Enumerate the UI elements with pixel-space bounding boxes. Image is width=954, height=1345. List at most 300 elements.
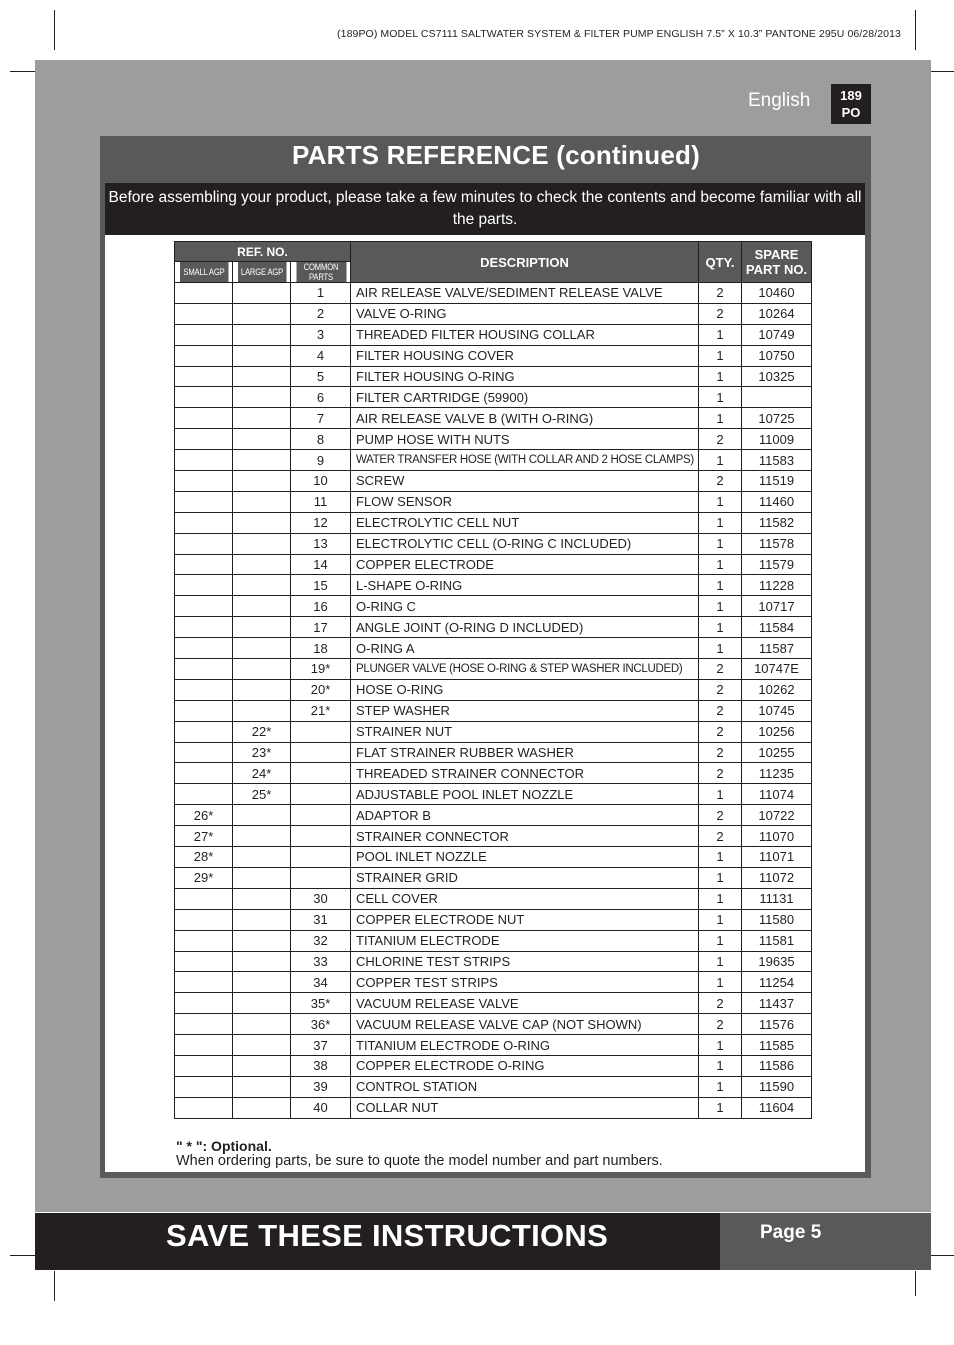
small-agp-cell: [175, 888, 233, 909]
small-agp-cell: [175, 324, 233, 345]
common-parts-cell: [291, 784, 351, 805]
large-agp-cell: [233, 408, 291, 429]
description-cell: STRAINER CONNECTOR: [351, 826, 699, 847]
description-cell: VALVE O-RING: [351, 303, 699, 324]
spare-part-cell: 11519: [742, 471, 812, 492]
common-parts-cell: [291, 826, 351, 847]
qty-cell: 1: [699, 408, 742, 429]
small-agp-cell: [175, 450, 233, 471]
description-cell: FILTER HOUSING O-RING: [351, 366, 699, 387]
section-title: PARTS REFERENCE (continued): [292, 140, 700, 170]
spare-part-cell: 11582: [742, 512, 812, 533]
small-agp-cell: [175, 429, 233, 450]
small-agp-cell: [175, 575, 233, 596]
qty-cell: 2: [699, 1014, 742, 1035]
crop-mark: [54, 1271, 55, 1301]
crop-mark: [915, 10, 916, 50]
common-parts-cell: 12: [291, 512, 351, 533]
large-agp-cell: [233, 575, 291, 596]
qty-cell: 2: [699, 805, 742, 826]
description-cell: COPPER ELECTRODE O-RING: [351, 1055, 699, 1076]
qty-cell: 2: [699, 993, 742, 1014]
small-agp-cell: [175, 554, 233, 575]
large-agp-cell: [233, 638, 291, 659]
large-agp-cell: [233, 512, 291, 533]
description-cell: L-SHAPE O-RING: [351, 575, 699, 596]
spare-part-cell: [742, 387, 812, 408]
spare-part-cell: 11578: [742, 533, 812, 554]
spare-part-cell: 11071: [742, 847, 812, 868]
common-parts-cell: 40: [291, 1097, 351, 1118]
large-agp-cell: [233, 993, 291, 1014]
spare-part-cell: 11583: [742, 450, 812, 471]
common-parts-cell: 13: [291, 533, 351, 554]
table-row: [175, 638, 812, 659]
small-agp-cell: [175, 491, 233, 512]
qty-cell: 1: [699, 491, 742, 512]
common-parts-cell: 16: [291, 596, 351, 617]
description-cell: THREADED STRAINER CONNECTOR: [351, 763, 699, 784]
large-agp-cell: [233, 387, 291, 408]
common-parts-cell: 1: [291, 283, 351, 304]
table-row: [175, 512, 812, 533]
spare-header-line1: SPARE: [754, 247, 799, 262]
table-row: [175, 1097, 812, 1118]
table-row: [175, 993, 812, 1014]
common-parts-cell: 11: [291, 491, 351, 512]
table-row: [175, 847, 812, 868]
description-cell: O-RING A: [351, 638, 699, 659]
code-line-2: PO: [841, 105, 861, 120]
table-row: [175, 1055, 812, 1076]
spare-part-cell: 11590: [742, 1076, 812, 1097]
common-parts-cell: 35*: [291, 993, 351, 1014]
small-agp-cell: [175, 471, 233, 492]
table-row: [175, 429, 812, 450]
description-cell: STRAINER NUT: [351, 721, 699, 742]
qty-cell: 1: [699, 847, 742, 868]
table-row: [175, 283, 812, 304]
common-parts-cell: 9: [291, 450, 351, 471]
common-parts-cell: 20*: [291, 679, 351, 700]
crop-mark: [930, 1255, 954, 1256]
small-agp-cell: [175, 638, 233, 659]
large-agp-cell: [233, 366, 291, 387]
small-agp-cell: [175, 533, 233, 554]
common-parts-cell: [291, 763, 351, 784]
table-row: [175, 867, 812, 888]
table-row: [175, 700, 812, 721]
description-cell: COLLAR NUT: [351, 1097, 699, 1118]
description-cell: CHLORINE TEST STRIPS: [351, 951, 699, 972]
large-agp-cell: [233, 972, 291, 993]
large-agp-cell: [233, 491, 291, 512]
small-agp-cell: [175, 679, 233, 700]
intro-text: Before assembling your product, please take a few minutes to check the contents and become familiar with all the parts.: [105, 183, 865, 235]
spare-part-cell: 10256: [742, 721, 812, 742]
description-cell: FILTER HOUSING COVER: [351, 345, 699, 366]
qty-cell: 1: [699, 972, 742, 993]
table-row: [175, 575, 812, 596]
small-agp-cell: [175, 1055, 233, 1076]
spare-part-cell: 11587: [742, 638, 812, 659]
qty-cell: 1: [699, 1097, 742, 1118]
common-parts-cell: 14: [291, 554, 351, 575]
description-cell: HOSE O-RING: [351, 679, 699, 700]
description-cell: AIR RELEASE VALVE B (WITH O-RING): [351, 408, 699, 429]
small-agp-cell: [175, 1097, 233, 1118]
qty-cell: 2: [699, 742, 742, 763]
qty-cell: 1: [699, 1055, 742, 1076]
spare-part-cell: 10722: [742, 805, 812, 826]
qty-cell: 2: [699, 700, 742, 721]
table-row: [175, 951, 812, 972]
table-row: [175, 1076, 812, 1097]
table-row: [175, 1014, 812, 1035]
spare-part-cell: 11228: [742, 575, 812, 596]
qty-cell: 1: [699, 930, 742, 951]
description-cell: ELECTROLYTIC CELL NUT: [351, 512, 699, 533]
small-agp-cell: [175, 659, 233, 680]
table-row: [175, 408, 812, 429]
spare-part-cell: 11586: [742, 1055, 812, 1076]
large-agp-cell: [233, 283, 291, 304]
description-cell: ADJUSTABLE POOL INLET NOZZLE: [351, 784, 699, 805]
table-row: [175, 742, 812, 763]
common-parts-cell: 5: [291, 366, 351, 387]
large-agp-cell: [233, 1097, 291, 1118]
common-parts-cell: 37: [291, 1035, 351, 1056]
table-row: [175, 617, 812, 638]
large-agp-cell: [233, 951, 291, 972]
common-parts-header: COMMON PARTS: [295, 262, 346, 283]
small-agp-cell: [175, 993, 233, 1014]
small-agp-cell: [175, 596, 233, 617]
description-cell: CELL COVER: [351, 888, 699, 909]
small-agp-cell: [175, 700, 233, 721]
small-agp-cell: [175, 345, 233, 366]
small-agp-cell: [175, 512, 233, 533]
qty-cell: 2: [699, 826, 742, 847]
qty-cell: 2: [699, 763, 742, 784]
spare-header-line2: PART NO.: [745, 262, 808, 277]
spare-part-cell: 11072: [742, 867, 812, 888]
description-cell: WATER TRANSFER HOSE (WITH COLLAR AND 2 HOSE CLAMPS): [351, 450, 699, 471]
small-agp-cell: 29*: [175, 867, 233, 888]
small-agp-cell: [175, 930, 233, 951]
common-parts-cell: 7: [291, 408, 351, 429]
qty-cell: 1: [699, 909, 742, 930]
common-parts-cell: 17: [291, 617, 351, 638]
qty-cell: 1: [699, 366, 742, 387]
table-row: [175, 554, 812, 575]
description-cell: FLAT STRAINER RUBBER WASHER: [351, 742, 699, 763]
small-agp-cell: [175, 408, 233, 429]
qty-cell: 1: [699, 888, 742, 909]
table-row: [175, 345, 812, 366]
table-row: [175, 471, 812, 492]
common-parts-cell: 31: [291, 909, 351, 930]
small-agp-cell: [175, 951, 233, 972]
spare-part-cell: 10460: [742, 283, 812, 304]
table-row: [175, 533, 812, 554]
small-agp-cell: [175, 972, 233, 993]
spare-part-cell: 11074: [742, 784, 812, 805]
qty-cell: 1: [699, 867, 742, 888]
small-agp-cell: 28*: [175, 847, 233, 868]
crop-mark: [54, 10, 55, 50]
large-agp-cell: [233, 679, 291, 700]
small-agp-cell: [175, 909, 233, 930]
qty-cell: 1: [699, 784, 742, 805]
spare-part-cell: 11576: [742, 1014, 812, 1035]
large-agp-cell: [233, 1055, 291, 1076]
description-cell: TITANIUM ELECTRODE: [351, 930, 699, 951]
code-line-1: 189: [840, 88, 862, 103]
parts-table: [174, 241, 812, 1119]
qty-cell: 1: [699, 554, 742, 575]
description-cell: PLUNGER VALVE (HOSE O-RING & STEP WASHER INCLUDED): [351, 659, 699, 680]
table-row: [175, 721, 812, 742]
spare-part-cell: 10717: [742, 596, 812, 617]
spare-part-cell: 11580: [742, 909, 812, 930]
common-parts-cell: 36*: [291, 1014, 351, 1035]
spare-part-cell: 11579: [742, 554, 812, 575]
small-agp-cell: [175, 721, 233, 742]
description-cell: ELECTROLYTIC CELL (O-RING C INCLUDED): [351, 533, 699, 554]
small-agp-cell: [175, 303, 233, 324]
large-agp-cell: [233, 429, 291, 450]
common-parts-cell: 15: [291, 575, 351, 596]
table-row: [175, 909, 812, 930]
common-parts-cell: 4: [291, 345, 351, 366]
qty-cell: 1: [699, 617, 742, 638]
print-spec-line: (189PO) MODEL CS7111 SALTWATER SYSTEM & FILTER PUMP ENGLISH 7.5” X 10.3” PANTONE 295U 06/28/2013: [337, 28, 901, 40]
qty-cell: 2: [699, 283, 742, 304]
small-agp-cell: 27*: [175, 826, 233, 847]
table-row: [175, 784, 812, 805]
common-parts-cell: 6: [291, 387, 351, 408]
description-cell: VACUUM RELEASE VALVE CAP (NOT SHOWN): [351, 1014, 699, 1035]
small-agp-cell: [175, 1035, 233, 1056]
large-agp-cell: [233, 450, 291, 471]
description-cell: ANGLE JOINT (O-RING D INCLUDED): [351, 617, 699, 638]
common-parts-cell: 10: [291, 471, 351, 492]
crop-mark: [10, 1255, 38, 1256]
large-agp-cell: [233, 930, 291, 951]
description-header: DESCRIPTION: [351, 242, 699, 283]
qty-cell: 1: [699, 596, 742, 617]
optional-note: " * ": Optional.: [176, 1138, 272, 1154]
spare-part-cell: 10749: [742, 324, 812, 345]
common-parts-cell: 38: [291, 1055, 351, 1076]
common-parts-cell: 2: [291, 303, 351, 324]
description-cell: COPPER ELECTRODE NUT: [351, 909, 699, 930]
large-agp-cell: 23*: [233, 742, 291, 763]
qty-cell: 1: [699, 450, 742, 471]
large-agp-cell: [233, 554, 291, 575]
common-parts-cell: 34: [291, 972, 351, 993]
common-parts-cell: 3: [291, 324, 351, 345]
spare-part-header: [742, 242, 812, 283]
common-parts-cell: [291, 805, 351, 826]
spare-part-cell: 11131: [742, 888, 812, 909]
spare-part-cell: 10255: [742, 742, 812, 763]
large-agp-header: LARGE AGP: [237, 262, 286, 283]
large-agp-cell: [233, 303, 291, 324]
spare-part-cell: 10325: [742, 366, 812, 387]
small-agp-header: SMALL AGP: [179, 262, 228, 283]
description-cell: TITANIUM ELECTRODE O-RING: [351, 1035, 699, 1056]
qty-cell: 1: [699, 387, 742, 408]
common-parts-cell: [291, 867, 351, 888]
spare-part-cell: 10264: [742, 303, 812, 324]
large-agp-cell: [233, 888, 291, 909]
description-cell: FILTER CARTRIDGE (59900): [351, 387, 699, 408]
description-cell: PUMP HOSE WITH NUTS: [351, 429, 699, 450]
description-cell: STRAINER GRID: [351, 867, 699, 888]
document-code-badge: [831, 84, 871, 124]
description-cell: COPPER ELECTRODE: [351, 554, 699, 575]
description-cell: POOL INLET NOZZLE: [351, 847, 699, 868]
common-parts-cell: 8: [291, 429, 351, 450]
spare-part-cell: 10747E: [742, 659, 812, 680]
large-agp-cell: [233, 909, 291, 930]
save-instructions-banner: SAVE THESE INSTRUCTIONS: [166, 1218, 609, 1253]
common-parts-cell: [291, 721, 351, 742]
large-agp-cell: [233, 533, 291, 554]
large-agp-cell: [233, 659, 291, 680]
spare-part-cell: 19635: [742, 951, 812, 972]
spare-part-cell: 11009: [742, 429, 812, 450]
description-cell: CONTROL STATION: [351, 1076, 699, 1097]
table-row: [175, 826, 812, 847]
table-row: [175, 763, 812, 784]
large-agp-cell: [233, 847, 291, 868]
ordering-note: When ordering parts, be sure to quote the model number and part numbers.: [176, 1153, 663, 1169]
large-agp-cell: [233, 471, 291, 492]
table-row: [175, 972, 812, 993]
small-agp-cell: [175, 1076, 233, 1097]
qty-cell: 1: [699, 575, 742, 596]
spare-part-cell: 11437: [742, 993, 812, 1014]
qty-cell: 1: [699, 1076, 742, 1097]
spare-part-cell: 10262: [742, 679, 812, 700]
description-cell: AIR RELEASE VALVE/SEDIMENT RELEASE VALVE: [351, 283, 699, 304]
small-agp-cell: 26*: [175, 805, 233, 826]
small-agp-cell: [175, 387, 233, 408]
qty-cell: 2: [699, 659, 742, 680]
table-row: [175, 303, 812, 324]
small-agp-cell: [175, 283, 233, 304]
qty-cell: 1: [699, 1035, 742, 1056]
common-parts-cell: 19*: [291, 659, 351, 680]
qty-cell: 2: [699, 303, 742, 324]
description-cell: COPPER TEST STRIPS: [351, 972, 699, 993]
spare-part-cell: 11460: [742, 491, 812, 512]
small-agp-cell: [175, 617, 233, 638]
description-cell: THREADED FILTER HOUSING COLLAR: [351, 324, 699, 345]
footer-page-block: [720, 1213, 931, 1270]
qty-cell: 2: [699, 721, 742, 742]
spare-part-cell: 10745: [742, 700, 812, 721]
large-agp-cell: [233, 826, 291, 847]
spare-part-cell: 11254: [742, 972, 812, 993]
qty-cell: 1: [699, 638, 742, 659]
common-parts-cell: 18: [291, 638, 351, 659]
small-agp-cell: [175, 784, 233, 805]
page-number: Page 5: [760, 1222, 822, 1243]
qty-cell: 1: [699, 533, 742, 554]
large-agp-cell: 25*: [233, 784, 291, 805]
spare-part-cell: 11235: [742, 763, 812, 784]
large-agp-cell: [233, 867, 291, 888]
crop-mark: [10, 71, 38, 72]
large-agp-cell: 22*: [233, 721, 291, 742]
qty-cell: 2: [699, 471, 742, 492]
qty-cell: 1: [699, 512, 742, 533]
spare-part-cell: 11581: [742, 930, 812, 951]
table-row: [175, 450, 812, 471]
small-agp-cell: [175, 366, 233, 387]
description-cell: STEP WASHER: [351, 700, 699, 721]
large-agp-cell: [233, 617, 291, 638]
qty-cell: 1: [699, 951, 742, 972]
table-row: [175, 805, 812, 826]
table-row: [175, 491, 812, 512]
common-parts-cell: 30: [291, 888, 351, 909]
table-row: [175, 596, 812, 617]
large-agp-cell: [233, 700, 291, 721]
small-agp-cell: [175, 1014, 233, 1035]
spare-part-cell: 11604: [742, 1097, 812, 1118]
table-row: [175, 1035, 812, 1056]
large-agp-cell: [233, 1014, 291, 1035]
table-row: [175, 324, 812, 345]
qty-cell: 2: [699, 679, 742, 700]
common-parts-cell: 21*: [291, 700, 351, 721]
spare-part-cell: 11584: [742, 617, 812, 638]
language-label: English: [748, 90, 811, 111]
ref-no-header: REF. NO.: [175, 242, 351, 262]
qty-cell: 2: [699, 429, 742, 450]
large-agp-cell: [233, 324, 291, 345]
spare-part-cell: 11585: [742, 1035, 812, 1056]
common-parts-cell: 33: [291, 951, 351, 972]
qty-cell: 1: [699, 345, 742, 366]
qty-cell: 1: [699, 324, 742, 345]
spare-part-cell: 11070: [742, 826, 812, 847]
table-row: [175, 366, 812, 387]
crop-mark: [915, 1271, 916, 1296]
table-row: [175, 930, 812, 951]
description-cell: SCREW: [351, 471, 699, 492]
description-cell: O-RING C: [351, 596, 699, 617]
large-agp-cell: [233, 805, 291, 826]
small-agp-cell: [175, 763, 233, 784]
table-row: [175, 659, 812, 680]
spare-part-cell: 10725: [742, 408, 812, 429]
large-agp-cell: [233, 345, 291, 366]
description-cell: FLOW SENSOR: [351, 491, 699, 512]
common-parts-cell: [291, 742, 351, 763]
large-agp-cell: [233, 1076, 291, 1097]
large-agp-cell: [233, 596, 291, 617]
common-parts-cell: [291, 847, 351, 868]
qty-header: QTY.: [699, 242, 742, 283]
common-parts-cell: 39: [291, 1076, 351, 1097]
description-cell: VACUUM RELEASE VALVE: [351, 993, 699, 1014]
